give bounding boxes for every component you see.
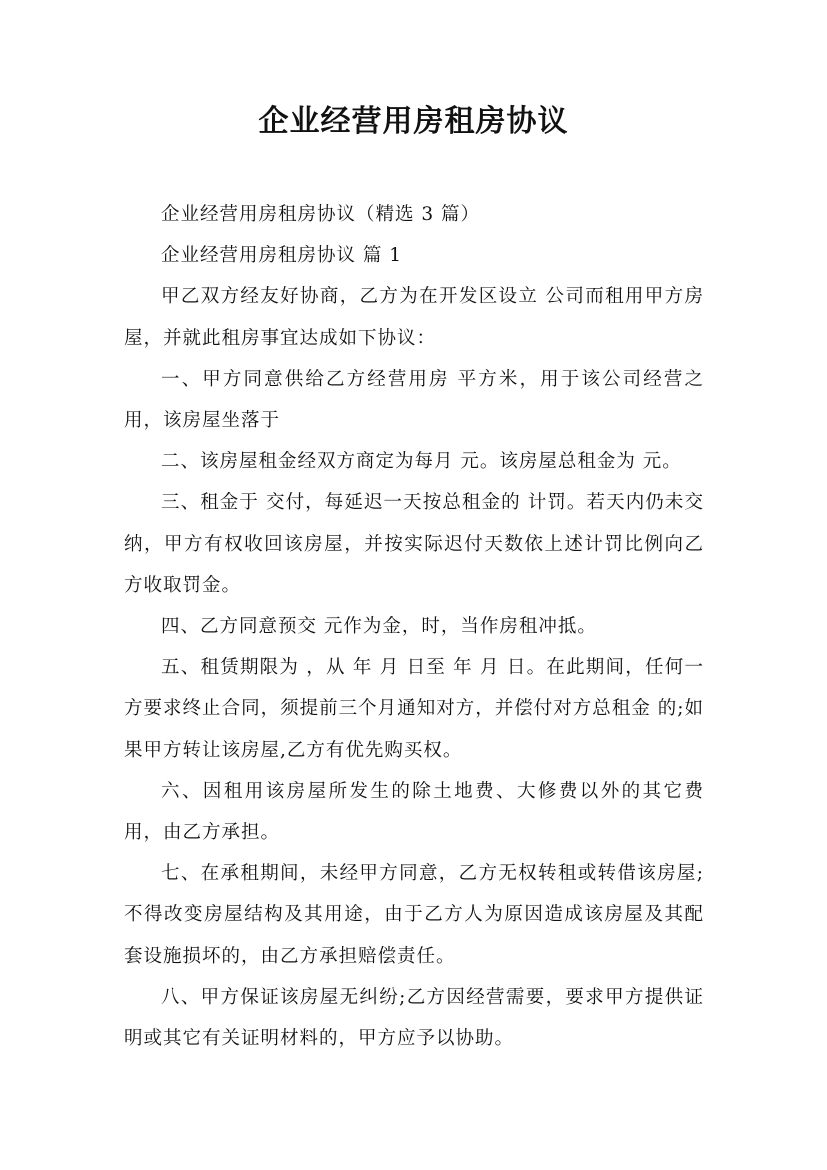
document-title: 企业经营用房租房协议 (258, 104, 569, 139)
paragraph-clause-3: 三、租金于 交付，每延迟一天按总租金的 计罚。若天内仍未交纳，甲方有权收回该房屋，并按实际迟付天数依上述计罚比例向乙方收取罚金。 (124, 492, 704, 596)
paragraph-subtitle: 企业经营用房租房协议（精选 3 篇） (161, 204, 481, 225)
paragraph-clause-2: 二、该房屋租金经双方商定为每月 元。该房屋总租金为 元。 (161, 451, 682, 473)
paragraph-clause-8: 八、甲方保证该房屋无纠纷;乙方因经营需要，要求甲方提供证明或其它有关证明材料的，甲方应予以协助。 (124, 986, 704, 1050)
paragraph-clause-6: 六、因租用该房屋所发生的除土地费、大修费以外的其它费用，由乙方承担。 (124, 780, 704, 844)
paragraph-section-heading: 企业经营用房租房协议 篇 1 (161, 245, 403, 267)
paragraph-clause-7: 七、在承租期间，未经甲方同意，乙方无权转租或转借该房屋;不得改变房屋结构及其用途，由于乙方人为原因造成该房屋及其配套设施损坏的，由乙方承担赔偿责任。 (124, 863, 704, 967)
paragraph-clause-5: 五、租赁期限为 ，从 年 月 日至 年 月 日。在此期间，任何一方要求终止合同，须提前三个月通知对方，并偿付对方总租金 的;如果甲方转让该房屋,乙方有优先购买权。 (124, 657, 704, 761)
paragraph-clause-4: 四、乙方同意预交 元作为金，时，当作房租冲抵。 (161, 616, 597, 638)
paragraph-preamble: 甲乙双方经友好协商，乙方为在开发区设立 公司而租用甲方房屋，并就此租房事宜达成如下协议： (124, 286, 704, 349)
paragraph-clause-1: 一、甲方同意供给乙方经营用房 平方米，用于该公司经营之用，该房屋坐落于 (124, 368, 704, 432)
document-body (124, 194, 704, 1059)
